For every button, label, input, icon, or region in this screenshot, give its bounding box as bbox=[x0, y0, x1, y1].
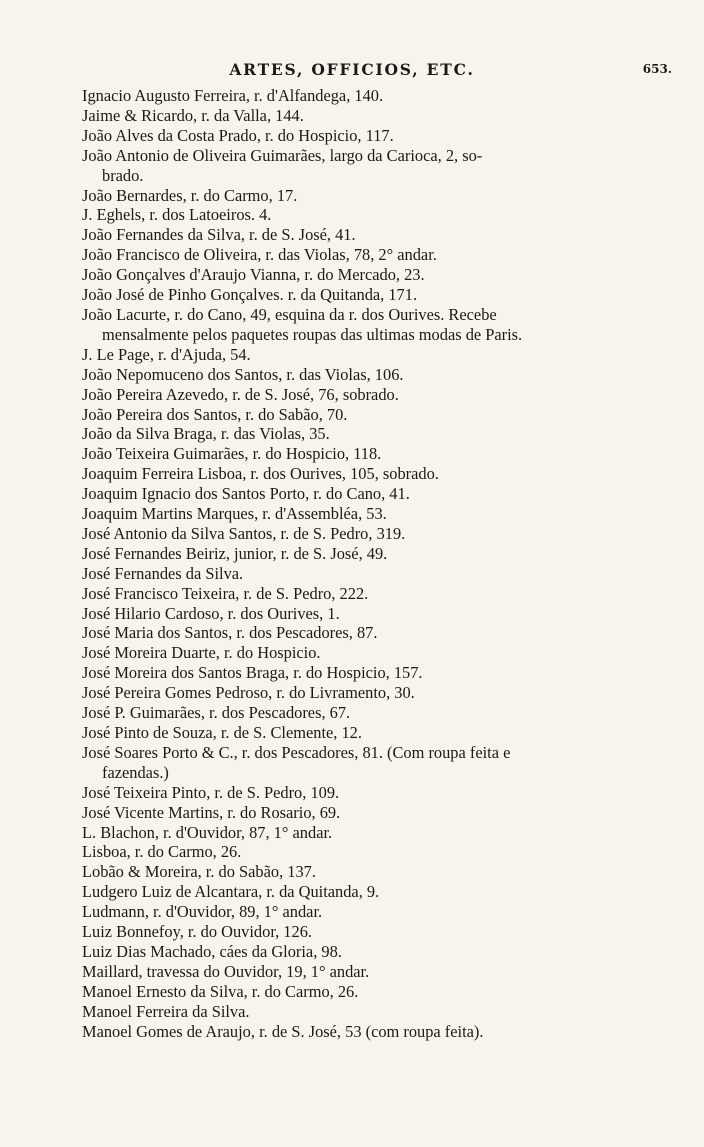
directory-entry bbox=[82, 524, 662, 544]
entry-text: João Bernardes, r. do Carmo, 17. bbox=[82, 185, 298, 205]
entry-text: Lobão & Moreira, r. do Sabão, 137. bbox=[82, 862, 316, 882]
directory-entry bbox=[82, 882, 662, 902]
entry-list bbox=[82, 86, 662, 1042]
entry-text: Ignacio Augusto Ferreira, r. d'Alfandega, 140. bbox=[82, 86, 384, 105]
directory-entry bbox=[82, 623, 662, 643]
directory-entry bbox=[82, 504, 662, 524]
directory-entry bbox=[82, 424, 662, 444]
entry-text: Manoel Ferreira da Silva. bbox=[82, 1001, 250, 1021]
entry-text: J. Eghels, r. dos Latoeiros. 4. bbox=[82, 205, 272, 225]
entry-text: Lisboa, r. do Carmo, 26. bbox=[82, 842, 242, 862]
directory-entry bbox=[82, 962, 662, 982]
directory-entry bbox=[82, 564, 662, 584]
entry-continuation: mensalmente pelos paquetes roupas das ultimas modas de Paris. bbox=[102, 324, 523, 344]
entry-text: João José de Pinho Gonçalves. r. da Quitanda, 171. bbox=[82, 285, 418, 305]
entry-text: José Pereira Gomes Pedroso, r. do Livramento, 30. bbox=[82, 683, 415, 703]
directory-entry bbox=[82, 902, 662, 922]
entry-text: Ludmann, r. d'Ouvidor, 89, 1° andar. bbox=[82, 902, 323, 922]
directory-entry bbox=[82, 1022, 662, 1042]
entry-text: Joaquim Ignacio dos Santos Porto, r. do Cano, 41. bbox=[82, 484, 410, 504]
entry-text: Manoel Gomes de Araujo, r. de S. José, 53 (com roupa feita). bbox=[82, 1021, 484, 1041]
entry-text: José Maria dos Santos, r. dos Pescadores, 87. bbox=[82, 623, 378, 643]
entry-text: J. Le Page, r. d'Ajuda, 54. bbox=[82, 344, 251, 364]
entry-text: João Francisco de Oliveira, r. das Violas, 78, 2° andar. bbox=[82, 245, 437, 265]
entry-text: Joaquim Martins Marques, r. d'Assembléa, 53. bbox=[82, 504, 387, 524]
directory-entry bbox=[82, 862, 662, 882]
directory-entry bbox=[82, 743, 662, 783]
entry-text: João Pereira Azevedo, r. de S. José, 76, sobrado. bbox=[82, 384, 399, 404]
entry-text: João Alves da Costa Prado, r. do Hospicio, 117. bbox=[82, 125, 394, 145]
directory-entry bbox=[82, 405, 662, 425]
entry-text: L. Blachon, r. d'Ouvidor, 87, 1° andar. bbox=[82, 822, 333, 842]
entry-continuation: fazendas.) bbox=[102, 762, 169, 782]
entry-text: Ludgero Luiz de Alcantara, r. da Quitanda, 9. bbox=[82, 882, 380, 902]
entry-text: José Vicente Martins, r. do Rosario, 69. bbox=[82, 802, 341, 822]
entry-text: Manoel Ernesto da Silva, r. do Carmo, 26. bbox=[82, 981, 359, 1001]
directory-entry bbox=[82, 86, 662, 106]
entry-text: Luiz Dias Machado, cáes da Gloria, 98. bbox=[82, 941, 342, 961]
directory-entry bbox=[82, 1002, 662, 1022]
directory-entry bbox=[82, 345, 662, 365]
directory-entry bbox=[82, 783, 662, 803]
page-header bbox=[0, 60, 704, 84]
running-head: ARTES, OFFICIOS, ETC. bbox=[229, 60, 475, 79]
directory-entry bbox=[82, 723, 662, 743]
entry-continuation: brado. bbox=[102, 165, 144, 185]
directory-entry bbox=[82, 683, 662, 703]
entry-text: José Moreira Duarte, r. do Hospicio. bbox=[82, 643, 321, 663]
directory-entry bbox=[82, 584, 662, 604]
entry-text: José Teixeira Pinto, r. de S. Pedro, 109. bbox=[82, 782, 340, 802]
directory-entry bbox=[82, 285, 662, 305]
entry-text: José Pinto de Souza, r. de S. Clemente, 12. bbox=[82, 723, 362, 742]
directory-entry bbox=[82, 922, 662, 942]
directory-entry bbox=[82, 245, 662, 265]
entry-text: João Nepomuceno dos Santos, r. das Violas, 106. bbox=[82, 364, 404, 384]
directory-entry bbox=[82, 365, 662, 385]
entry-text: João Teixeira Guimarães, r. do Hospicio, 118. bbox=[82, 444, 382, 464]
directory-entry bbox=[82, 106, 662, 126]
directory-entry bbox=[82, 803, 662, 823]
entry-text: Joaquim Ferreira Lisboa, r. dos Ourives, 105, sobrado. bbox=[82, 464, 439, 484]
entry-text: Maillard, travessa do Ouvidor, 19, 1° andar. bbox=[82, 961, 370, 981]
entry-text: João da Silva Braga, r. das Violas, 35. bbox=[82, 424, 330, 444]
directory-entry bbox=[82, 823, 662, 843]
directory-entry bbox=[82, 484, 662, 504]
directory-entry bbox=[82, 126, 662, 146]
directory-entry bbox=[82, 305, 662, 345]
entry-text: José Fernandes da Silva. bbox=[82, 563, 244, 583]
directory-entry bbox=[82, 604, 662, 624]
directory-entry bbox=[82, 663, 662, 683]
entry-text: José Antonio da Silva Santos, r. de S. Pedro, 319. bbox=[82, 523, 406, 543]
entry-text: José Hilario Cardoso, r. dos Ourives, 1. bbox=[82, 603, 340, 623]
entry-text: José Moreira dos Santos Braga, r. do Hospicio, 157. bbox=[82, 663, 423, 683]
page-number: 653. bbox=[642, 62, 672, 76]
directory-entry bbox=[82, 703, 662, 723]
directory-entry bbox=[82, 464, 662, 484]
directory-entry bbox=[82, 225, 662, 245]
entry-text: José Soares Porto & C., r. dos Pescadores, 81. (Com roupa feita e bbox=[82, 742, 511, 762]
directory-entry bbox=[82, 265, 662, 285]
entry-text: José P. Guimarães, r. dos Pescadores, 67. bbox=[82, 703, 351, 723]
directory-entry bbox=[82, 385, 662, 405]
directory-entry bbox=[82, 444, 662, 464]
entry-text: João Lacurte, r. do Cano, 49, esquina da r. dos Ourives. Recebe bbox=[82, 304, 497, 324]
directory-entry bbox=[82, 544, 662, 564]
directory-entry bbox=[82, 942, 662, 962]
entry-text: João Fernandes da Silva, r. de S. José, 41. bbox=[82, 225, 356, 245]
entry-text: João Pereira dos Santos, r. do Sabão, 70. bbox=[82, 404, 348, 424]
entry-text: Luiz Bonnefoy, r. do Ouvidor, 126. bbox=[82, 922, 312, 942]
entry-text: João Gonçalves d'Araujo Vianna, r. do Mercado, 23. bbox=[82, 265, 425, 285]
directory-entry bbox=[82, 146, 662, 186]
entry-text: Jaime & Ricardo, r. da Valla, 144. bbox=[82, 105, 304, 125]
directory-entry bbox=[82, 186, 662, 206]
entry-text: José Francisco Teixeira, r. de S. Pedro, 222. bbox=[82, 583, 369, 603]
directory-entry bbox=[82, 842, 662, 862]
directory-entry bbox=[82, 643, 662, 663]
directory-entry bbox=[82, 205, 662, 225]
directory-entry bbox=[82, 982, 662, 1002]
entry-text: José Fernandes Beiriz, junior, r. de S. José, 49. bbox=[82, 543, 388, 563]
entry-text: João Antonio de Oliveira Guimarães, largo da Carioca, 2, so- bbox=[82, 145, 483, 165]
